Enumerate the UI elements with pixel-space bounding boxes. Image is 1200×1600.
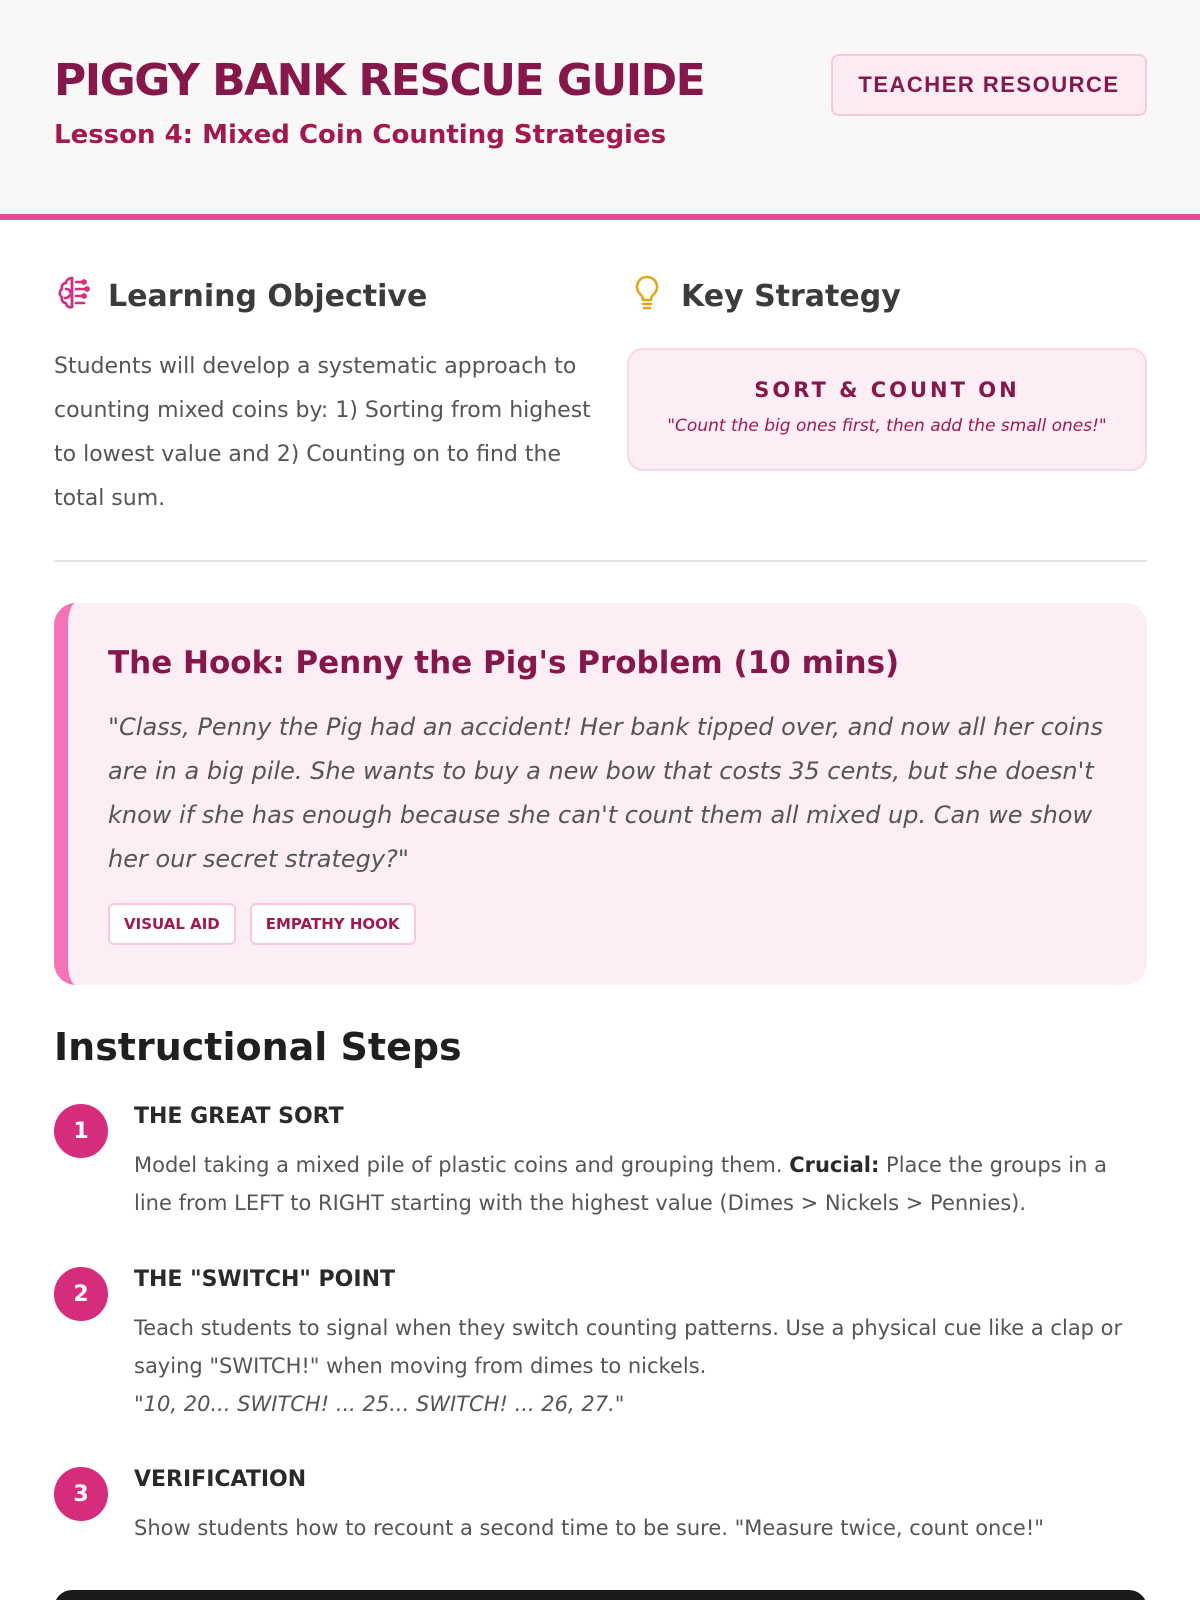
step-title: THE "SWITCH" POINT [134, 1267, 395, 1292]
step-body-text: Model taking a mixed pile of plastic coins and grouping them. [134, 1153, 790, 1177]
hook-tags [108, 903, 416, 945]
step-body [134, 1146, 1134, 1222]
step-body: Show students how to recount a second time to be sure. "Measure twice, count once!" [134, 1516, 1044, 1540]
step-body-text: Place the groups in a line from LEFT to RIGHT starting with the highest value (Dimes > Nickels > Pennies). [134, 1153, 1107, 1215]
step-body [134, 1309, 1134, 1423]
teacher-resource-badge: TEACHER RESOURCE [831, 54, 1147, 116]
step-example: "10, 20... SWITCH! ... 25... SWITCH! ... 26, 27." [134, 1392, 625, 1416]
strategy-quote: "Count the big ones first, then add the small ones!" [667, 416, 1107, 436]
step-body-emphasis: Crucial: [789, 1153, 880, 1177]
step-number: 3 [54, 1467, 108, 1521]
hook-quote: "Class, Penny the Pig had an accident! Her bank tipped over, and now all her coins are in a big pile. She wants to buy a new bow that costs 35 cents, but she doesn't know if she has enough because she can't count them all mixed up. Can we show her our secret strategy?" [108, 713, 1103, 873]
step-number: 1 [54, 1104, 108, 1158]
page-title: PIGGY BANK RESCUE GUIDE [54, 55, 705, 106]
lesson-subtitle: Lesson 4: Mixed Coin Counting Strategies [54, 120, 667, 150]
instructional-steps-heading: Instructional Steps [54, 1025, 462, 1069]
tag-visual-aid: VISUAL AID [108, 903, 236, 945]
step-body-text: Teach students to signal when they switch counting patterns. Use a physical cue like a clap or saying "SWITCH!" when moving from dimes to nickels. [134, 1316, 1123, 1378]
section-divider [54, 560, 1147, 562]
hook-card [54, 603, 1147, 985]
key-strategy-label: Key Strategy [681, 278, 901, 314]
learning-objective-heading [54, 272, 427, 320]
page-header [0, 0, 1200, 220]
learning-objective-label: Learning Objective [108, 278, 428, 314]
key-strategy-card [627, 348, 1147, 471]
step-number: 2 [54, 1267, 108, 1321]
brain-icon [54, 272, 94, 320]
step-title: THE GREAT SORT [134, 1104, 344, 1129]
learning-objective-text: Students will develop a systematic approach to counting mixed coins by: 1) Sorting from highest to lowest value and 2) Counting on to find the total sum. [54, 354, 591, 511]
lightbulb-icon [627, 272, 667, 320]
bottom-section-bar [54, 1590, 1147, 1600]
step-title: VERIFICATION [134, 1467, 307, 1492]
hook-title: The Hook: Penny the Pig's Problem (10 mins) [108, 645, 900, 681]
tag-empathy-hook: EMPATHY HOOK [250, 903, 416, 945]
key-strategy-heading [627, 272, 901, 320]
strategy-title: SORT & COUNT ON [754, 378, 1020, 402]
